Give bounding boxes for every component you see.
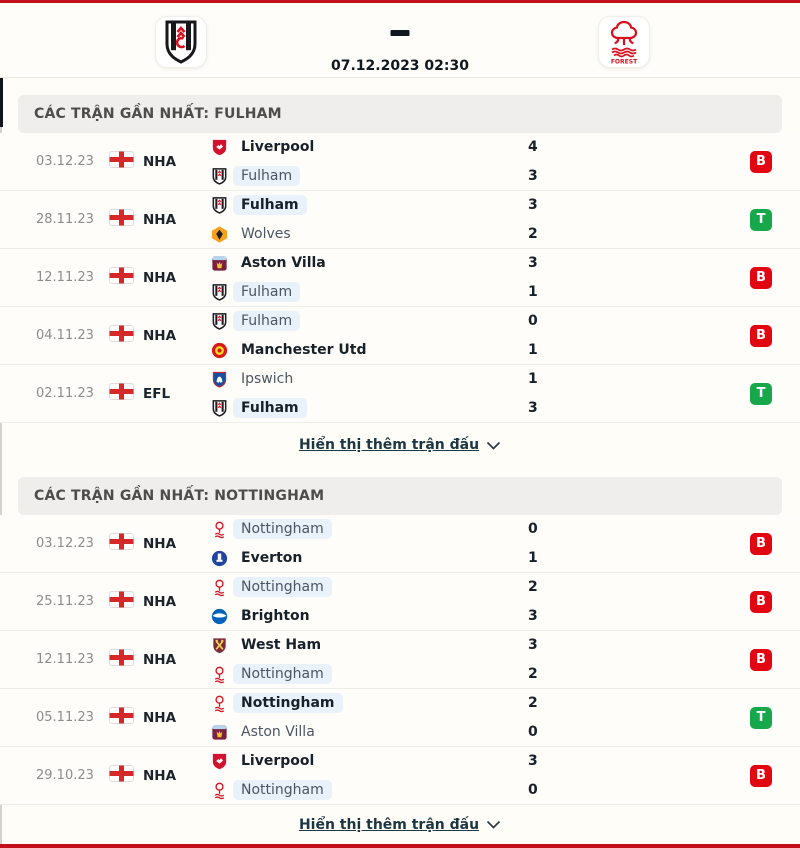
team-name: Ipswich [241,371,294,387]
team-score: 2 [528,695,538,711]
brighton-logo-icon [210,607,229,626]
team-name: Aston Villa [241,724,315,740]
show-more-row [0,423,800,467]
england-flag-icon [109,151,134,172]
england-flag-icon [109,325,134,346]
fulham-logo-icon [210,399,229,418]
nottingham-logo-icon [210,694,229,713]
show-more-link[interactable]: Hiển thị thêm trận đấu [298,437,480,453]
team-score: 2 [528,226,538,242]
team-line [210,660,800,689]
team-name: Aston Villa [241,255,326,271]
teams [210,631,800,689]
team-score: 1 [528,550,538,566]
team-line [210,249,800,278]
competition [109,649,210,670]
team-name: Fulham [233,282,300,302]
competition [109,765,210,786]
team-score: 3 [528,255,538,271]
wolves-logo-icon [210,225,229,244]
team-name: Wolves [241,226,291,242]
team-score: 2 [528,579,538,595]
liverpool-logo-icon [210,138,229,157]
teams [210,573,800,631]
competition-label: EFL [143,385,171,402]
team-name: Fulham [233,195,307,215]
team-score: 1 [528,284,538,300]
england-flag-icon [109,707,134,728]
chevron-down-icon [486,441,501,450]
team-line [210,220,800,249]
team-line [210,515,800,544]
match-date: 12.11.23 [36,652,94,667]
kickoff-datetime: 07.12.2023 02:30 [330,58,469,74]
teams [210,689,800,747]
result-badge: B [750,325,772,347]
match-row[interactable] [0,249,800,307]
fulham-logo-icon [210,283,229,302]
team-line [210,162,800,191]
team-name: Fulham [233,311,300,331]
match-date: 28.11.23 [36,212,94,227]
match-date: 29.10.23 [36,768,94,783]
team-line [210,718,800,747]
team-line [210,776,800,805]
west-ham-logo-icon [210,636,229,655]
match-header [0,3,800,78]
competition [109,325,210,346]
competition [109,533,210,554]
match-row[interactable] [0,307,800,365]
team-score: 3 [528,168,538,184]
team-name: Liverpool [241,753,315,769]
match-row[interactable] [0,515,800,573]
result-badge: T [750,383,772,405]
team-line [210,307,800,336]
team-name: Fulham [233,398,307,418]
team-line [210,544,800,573]
competition-label: NHA [143,767,177,784]
match-row[interactable] [0,631,800,689]
teams [210,515,800,573]
competition [109,151,210,172]
match-row[interactable] [0,747,800,805]
england-flag-icon [109,649,134,670]
england-flag-icon [109,533,134,554]
team-score: 1 [528,371,538,387]
team-score: 0 [528,521,538,537]
team-name: Brighton [241,608,310,624]
svg-text:FOREST: FOREST [610,58,638,65]
nottingham-logo-icon [210,578,229,597]
team-score: 0 [528,782,538,798]
teams [210,133,800,191]
team-score: 1 [528,342,538,358]
team-name: Nottingham [233,693,343,713]
team-score: 0 [528,724,538,740]
aston-villa-logo-icon [210,254,229,273]
team-score: 3 [528,197,538,213]
fulham-logo-icon [210,312,229,331]
match-row[interactable] [0,689,800,747]
match-date: 02.11.23 [36,386,94,401]
competition [109,591,210,612]
team-line [210,365,800,394]
team-score: 4 [528,139,538,155]
teams [210,307,800,365]
nottingham-logo-icon [210,665,229,684]
match-date: 05.11.23 [36,710,94,725]
competition [109,209,210,230]
team-name: Nottingham [233,664,332,684]
fulham-logo-icon [210,196,229,215]
team-line [210,394,800,423]
match-row[interactable] [0,191,800,249]
result-badge: B [750,649,772,671]
england-flag-icon [109,209,134,230]
competition [109,707,210,728]
competition-label: NHA [143,651,177,668]
match-date: 25.11.23 [36,594,94,609]
competition [109,267,210,288]
team-name: West Ham [241,637,322,653]
team-line [210,573,800,602]
show-more-link[interactable]: Hiển thị thêm trận đấu [298,816,480,833]
section-title: CÁC TRẬN GẦN NHẤT: FULHAM [18,95,782,133]
england-flag-icon [109,591,134,612]
result-badge: T [750,707,772,729]
team-line [210,191,800,220]
bottom-accent-line [0,844,800,848]
competition-label: NHA [143,593,177,610]
nottingham-forest-crest-icon [598,16,650,68]
recent-matches-sections [0,95,800,844]
teams [210,747,800,805]
match-row[interactable] [0,133,800,191]
result-badge: B [750,267,772,289]
team-score: 3 [528,608,538,624]
england-flag-icon [109,267,134,288]
match-date: 04.11.23 [36,328,94,343]
result-badge: B [750,533,772,555]
team-name: Liverpool [241,139,315,155]
team-name: Manchester Utd [241,342,367,358]
team-line [210,631,800,660]
match-date: 03.12.23 [36,154,94,169]
liverpool-logo-icon [210,752,229,771]
competition-label: NHA [143,153,177,170]
nottingham-logo-icon [210,520,229,539]
team-name: Everton [241,550,303,566]
match-row[interactable] [0,365,800,423]
result-badge: T [750,209,772,231]
result-badge: B [750,765,772,787]
team-line [210,133,800,162]
team-line [210,278,800,307]
team-line [210,747,800,776]
team-line [210,336,800,365]
competition-label: NHA [143,535,177,552]
competition-label: NHA [143,269,177,286]
team-line [210,602,800,631]
team-name: Nottingham [233,577,332,597]
teams [210,249,800,307]
competition-label: NHA [143,709,177,726]
teams [210,191,800,249]
team-score: 2 [528,666,538,682]
result-badge: B [750,591,772,613]
competition [109,383,210,404]
teams [210,365,800,423]
team-score: 3 [528,637,538,653]
everton-logo-icon [210,549,229,568]
result-badge: B [750,151,772,173]
competition-label: NHA [143,211,177,228]
england-flag-icon [109,765,134,786]
nottingham-logo-icon [210,781,229,800]
team-score: 3 [528,753,538,769]
england-flag-icon [109,383,134,404]
vs-dash [391,30,410,36]
team-name: Nottingham [233,519,332,539]
team-score: 3 [528,400,538,416]
ipswich-logo-icon [210,370,229,389]
competition-label: NHA [143,327,177,344]
match-date: 03.12.23 [36,536,94,551]
show-more-row [0,805,800,844]
man-utd-logo-icon [210,341,229,360]
team-score: 0 [528,313,538,329]
chevron-down-icon [486,820,501,829]
section-title: CÁC TRẬN GẦN NHẤT: NOTTINGHAM [18,477,782,515]
fulham-logo-icon [210,167,229,186]
match-row[interactable] [0,573,800,631]
team-name: Fulham [233,166,300,186]
match-date: 12.11.23 [36,270,94,285]
team-line [210,689,800,718]
aston-villa-logo-icon [210,723,229,742]
team-name: Nottingham [233,780,332,800]
